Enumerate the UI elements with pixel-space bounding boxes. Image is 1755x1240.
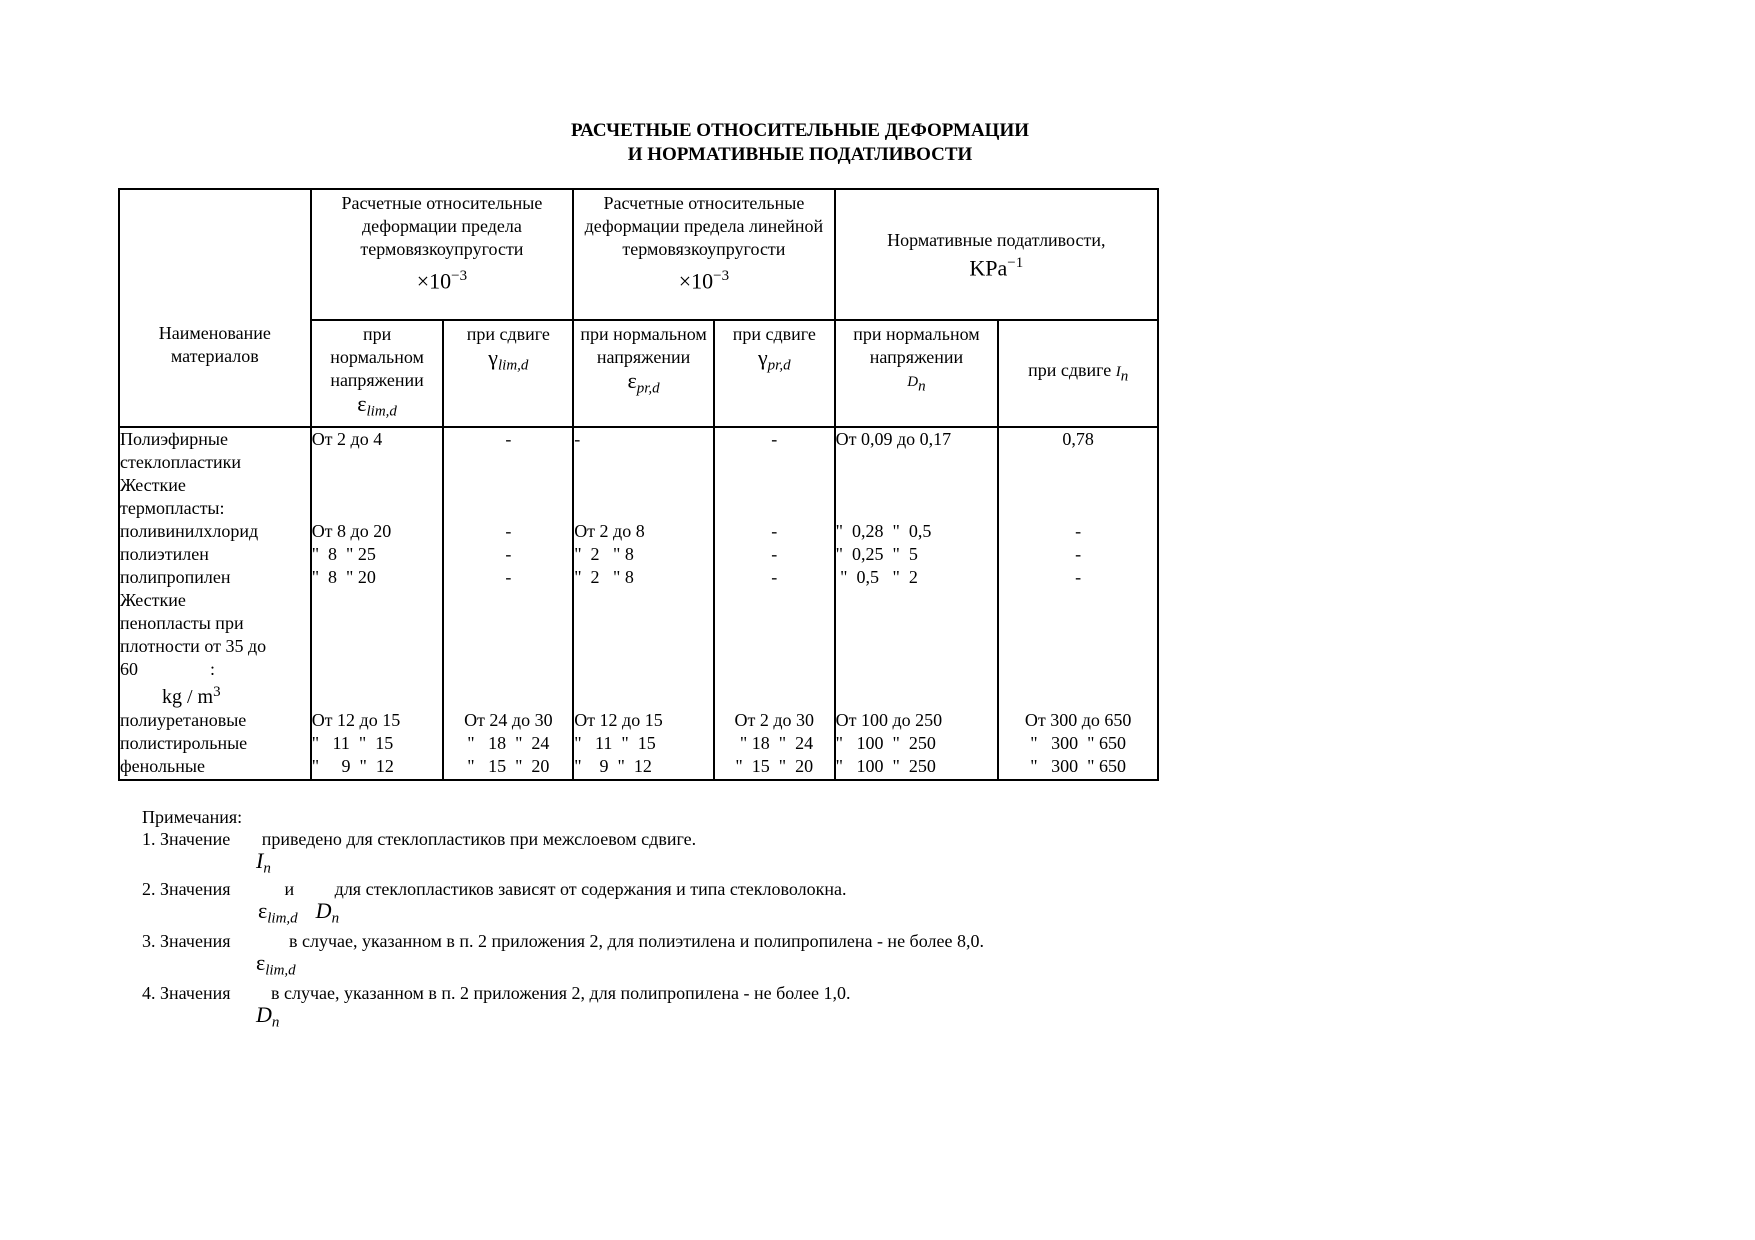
cell-value: " 0,5 " 2: [835, 566, 918, 587]
cell-value: От 12 до 15: [574, 709, 663, 730]
subheader-linear-normal: при нормальном напряжении $\varepsilon_{pr,d}$: [573, 320, 714, 427]
material-name-cell: [119, 709, 311, 780]
subheader-thermo-normal: при нормальном напряжении $\varepsilon_{lim,d}$: [311, 320, 444, 427]
value-cell: [443, 709, 573, 780]
value-cell: [835, 520, 999, 589]
cell-value: -: [574, 428, 581, 449]
header-group-thermo: [311, 189, 574, 320]
material-name: стеклопластики: [120, 451, 242, 472]
note-2: 2. Значения и для стеклопластиков зависят от содержания и типа стекловолокна.: [142, 879, 847, 899]
deformation-table: [118, 188, 1159, 781]
dn-symbol: $D_n$: [907, 374, 926, 395]
subheader-compliance-shear: при сдвиге $I_n$: [998, 320, 1158, 427]
cell-value: " 18 " 24: [467, 732, 550, 753]
value-cell: [573, 474, 714, 520]
cell-value: -: [1075, 543, 1082, 564]
cell-value: -: [505, 566, 512, 587]
value-cell: [311, 589, 444, 681]
header-group-linear: [573, 189, 834, 320]
value-cell: [573, 427, 714, 474]
value-cell: [573, 589, 714, 681]
cell-value: -: [771, 428, 778, 449]
cell-value: От 8 до 20: [311, 520, 392, 541]
notes-heading: Примечания:: [142, 807, 243, 827]
value-cell: [311, 474, 444, 520]
value-cell: [443, 427, 573, 474]
value-cell: [311, 427, 444, 474]
cell-value: От 100 до 250: [835, 709, 943, 730]
subheader-linear-shear: при сдвиге $\gamma_{pr,d}$: [714, 320, 835, 427]
material-name: плотности от 35 до: [120, 635, 267, 656]
table-row: [119, 709, 1158, 780]
page-title: [560, 119, 1200, 167]
material-name: пенопласты при: [120, 612, 244, 633]
group-thermo-label: Расчетные относительные деформации предела термовязкоупругости: [341, 193, 543, 259]
density-unit: kg / $m^3$: [119, 681, 311, 709]
subheader-thermo-shear: при сдвиге $\gamma_{lim,d}$: [443, 320, 573, 427]
cell-value: -: [1075, 520, 1082, 541]
material-name: Жесткие: [120, 589, 186, 610]
note-2-symbols: $\varepsilon_{lim,d}$ $D_n$: [258, 898, 340, 927]
subheader-compliance-normal: при нормальном напряжении $D_n$: [835, 320, 999, 427]
cell-value: -: [771, 566, 778, 587]
value-cell: [714, 589, 835, 681]
title-line-2: И НОРМАТИВНЫЕ ПОДАТЛИВОСТИ: [627, 144, 973, 165]
cell-value: " 18 " 24: [735, 732, 814, 753]
cell-value: -: [505, 520, 512, 541]
value-cell: [835, 427, 999, 474]
cell-value: От 2 до 30: [734, 709, 815, 730]
value-cell: [714, 427, 835, 474]
value-cell: [714, 709, 835, 780]
value-cell: [714, 474, 835, 520]
value-cell: [998, 589, 1158, 681]
material-name: полиуретановые: [120, 709, 247, 730]
cell-value: -: [505, 543, 512, 564]
value-cell: [443, 474, 573, 520]
eps-pr-symbol: $\varepsilon_{pr,d}$: [627, 368, 660, 397]
cell-value: От 12 до 15: [311, 709, 401, 730]
cell-value: " 100 " 250: [835, 755, 936, 776]
header-material-name: Наименование материалов: [119, 189, 311, 427]
in-symbol: $I_n$: [1115, 363, 1129, 385]
cell-value: " 9 " 12: [574, 755, 652, 776]
material-name: поливинилхлорид: [120, 520, 259, 541]
note-3-symbol: $\varepsilon_{lim,d}$: [256, 950, 296, 979]
material-name: термопласты:: [120, 497, 225, 518]
material-name: полиэтилен: [120, 543, 209, 564]
cell-value: От 2 до 8: [574, 520, 645, 541]
value-cell: [714, 520, 835, 589]
cell-value: -: [771, 543, 778, 564]
cell-value: " 8 " 20: [311, 566, 376, 587]
note-4: 4. Значения в случае, указанном в п. 2 приложения 2, для полипропилена - не более 1,0.: [142, 983, 851, 1003]
cell-value: " 9 " 12: [311, 755, 394, 776]
material-name: Полиэфирные: [120, 428, 229, 449]
cell-value: От 24 до 30: [464, 709, 553, 730]
cell-value: От 2 до 4: [311, 428, 383, 449]
cell-value: " 8 " 25: [311, 543, 376, 564]
value-cell: [998, 427, 1158, 474]
cell-value: " 0,28 " 0,5: [835, 520, 932, 541]
gamma-lim-symbol: $\gamma_{lim,d}$: [488, 345, 529, 374]
value-cell: [998, 520, 1158, 589]
material-name: полипропилен: [120, 566, 231, 587]
value-cell: [573, 520, 714, 589]
cell-value: -: [1075, 566, 1082, 587]
cell-value: " 300 " 650: [1030, 755, 1126, 776]
header-group-compliance: [835, 189, 1158, 320]
cell-value: " 15 " 20: [735, 755, 814, 776]
cell-value: " 0,25 " 5: [835, 543, 918, 564]
note-4-symbol: $D_n$: [256, 1002, 280, 1031]
eps-lim-symbol: $\varepsilon_{lim,d}$: [357, 391, 397, 420]
value-cell: [311, 709, 444, 780]
multiplier-2: $\times 10^{-3}$: [678, 268, 730, 294]
note-1: 1. Значение приведено для стеклопластиков при межслоевом сдвиге.: [142, 829, 697, 849]
material-name-cell: [119, 520, 311, 589]
title-line-1: РАСЧЕТНЫЕ ОТНОСИТЕЛЬНЫЕ ДЕФОРМАЦИИ: [570, 120, 1030, 141]
cell-value: От 0,09 до 0,17: [835, 428, 952, 449]
material-name-cell: [119, 589, 311, 681]
value-cell: [835, 709, 999, 780]
multiplier-1: $\times 10^{-3}$: [416, 268, 468, 294]
cell-value: " 300 " 650: [1030, 732, 1126, 753]
group-linear-label: Расчетные относительные деформации предела линейной термовязкоупругости: [584, 193, 824, 259]
table-row: [119, 589, 1158, 681]
cell-value: -: [771, 520, 778, 541]
table-row: [119, 520, 1158, 589]
value-cell: [998, 709, 1158, 780]
unit-kpa: KPa$^{-1}$: [969, 255, 1024, 281]
group-compliance-label: Нормативные податливости,: [887, 230, 1106, 251]
material-name: полистирольные: [120, 732, 248, 753]
value-cell: [835, 474, 999, 520]
material-name-cell: [119, 474, 311, 520]
cell-value: " 2 " 8: [574, 543, 634, 564]
cell-value: " 15 " 20: [467, 755, 550, 776]
value-cell: [573, 709, 714, 780]
note-1-symbol: $I_n$: [256, 848, 271, 877]
material-name-cell: [119, 427, 311, 474]
cell-value: " 2 " 8: [574, 566, 634, 587]
notes: [142, 806, 984, 1034]
cell-value: 0,78: [1062, 428, 1094, 449]
cell-value: " 100 " 250: [835, 732, 936, 753]
value-cell: [835, 589, 999, 681]
density-unit-row: [119, 681, 1158, 709]
table-row: [119, 474, 1158, 520]
note-3: 3. Значения в случае, указанном в п. 2 приложения 2, для полиэтилена и полипропилена - не более 8,0.: [142, 931, 984, 951]
material-name: 60 :: [120, 658, 216, 679]
cell-value: От 300 до 650: [1024, 709, 1132, 730]
cell-value: " 11 " 15: [574, 732, 656, 753]
material-name: Жесткие: [120, 474, 186, 495]
material-name: фенольные: [120, 755, 205, 776]
value-cell: [443, 589, 573, 681]
cell-value: " 11 " 15: [311, 732, 394, 753]
table-row: [119, 427, 1158, 474]
value-cell: [443, 520, 573, 589]
gamma-pr-symbol: $\gamma_{pr,d}$: [757, 345, 791, 374]
value-cell: [998, 474, 1158, 520]
cell-value: -: [505, 428, 512, 449]
value-cell: [311, 520, 444, 589]
